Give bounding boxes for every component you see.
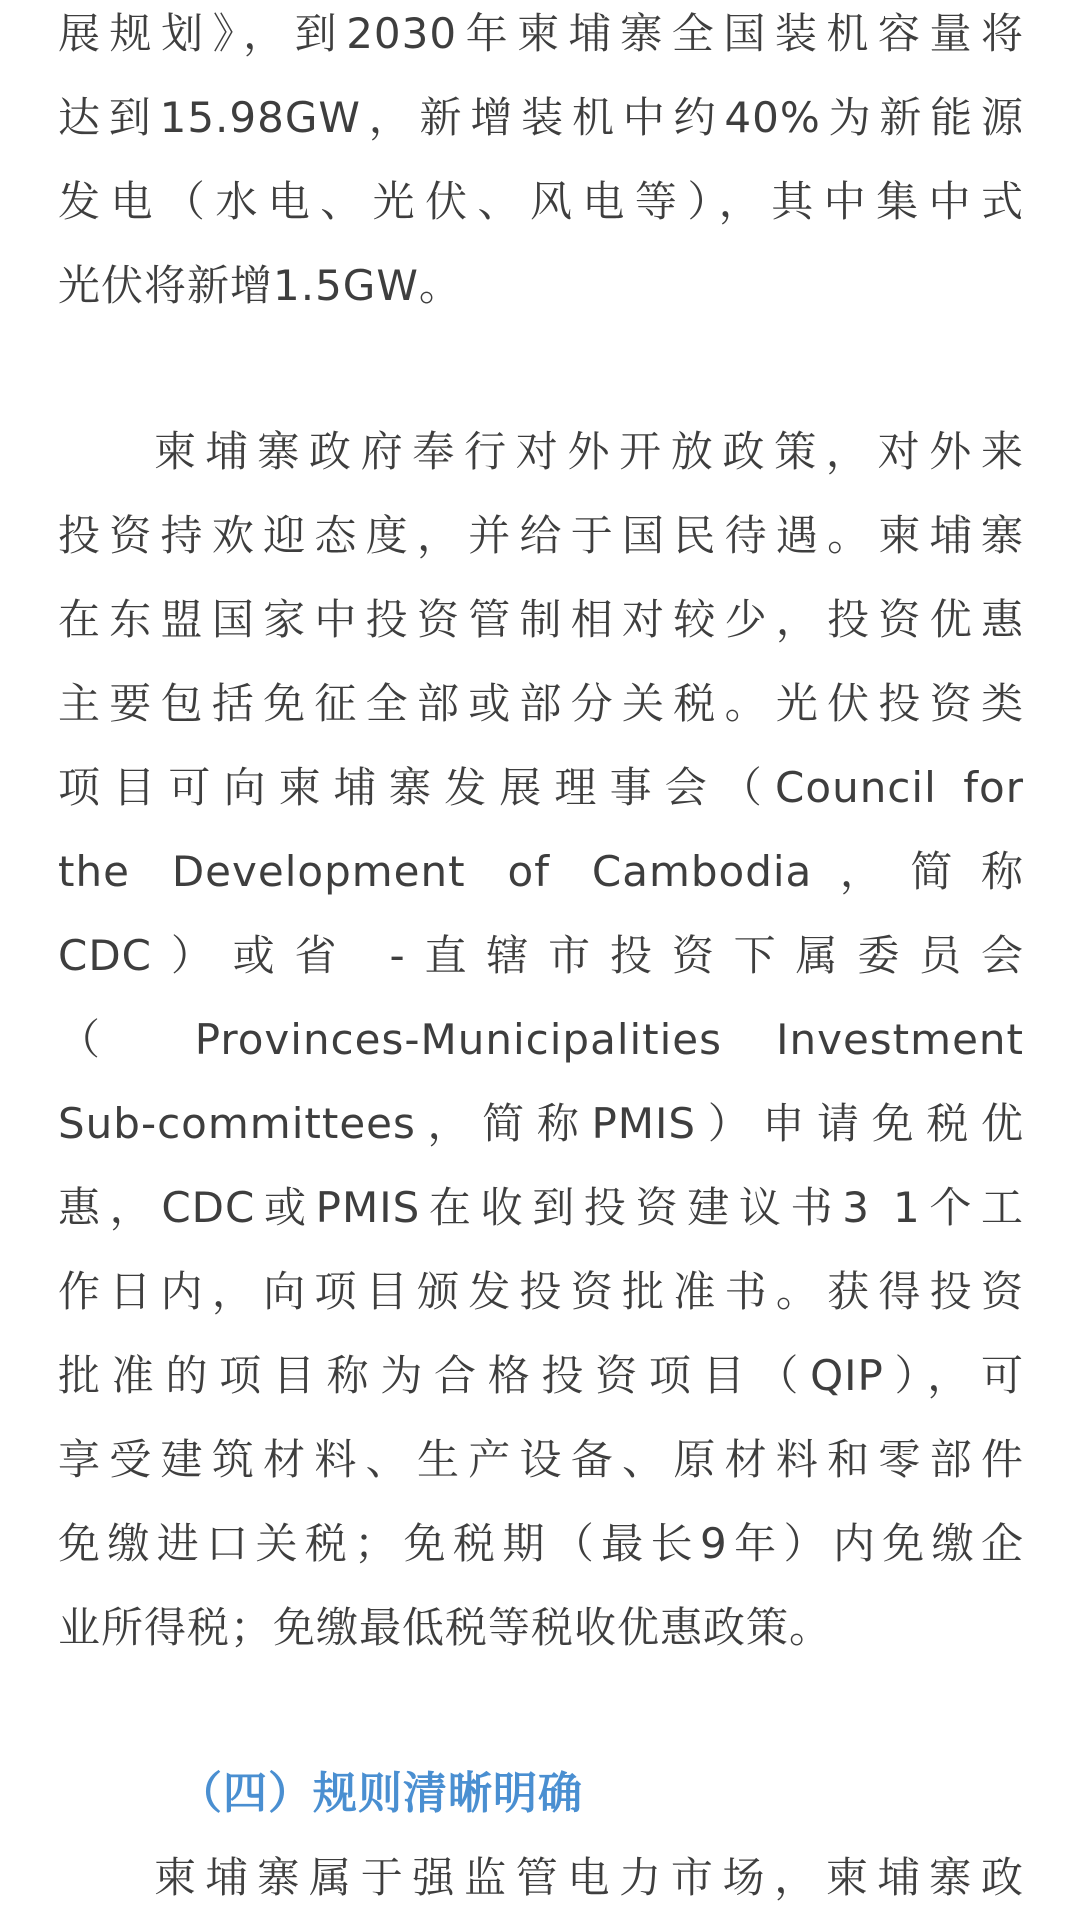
text-line: 作日内，向项目颁发投资批准书。获得投资 (58, 1267, 1024, 1316)
text-line: CDC）或省 -直辖市投资下属委员会 (58, 931, 1024, 980)
text-line: 柬埔寨属于强监管电力市场，柬埔寨政 (154, 1853, 1024, 1902)
text-line: 惠，CDC或PMIS在收到投资建议书3 1个工 (58, 1183, 1024, 1232)
text-line: 光伏将新增1.5GW。 (58, 261, 462, 310)
paragraph-investment-policy (58, 410, 1024, 1670)
text-line: 批准的项目称为合格投资项目（QIP），可 (58, 1351, 1024, 1400)
text-line: 主要包括免征全部或部分关税。光伏投资类 (58, 679, 1024, 728)
text-line: 业所得税；免缴最低税等税收优惠政策。 (58, 1603, 833, 1652)
text-line: 免缴进口关税；免税期（最长9年）内免缴企 (58, 1519, 1024, 1568)
text-line: （ Provinces-Municipalities Investment (58, 1015, 1024, 1064)
text-line: 在东盟国家中投资管制相对较少，投资优惠 (58, 595, 1024, 644)
text-line: the Development of Cambodia，简称 (58, 847, 1024, 896)
paragraph-power-plan (58, 0, 1024, 328)
text-line: 展规划》，到2030年柬埔寨全国装机容量将 (58, 9, 1024, 58)
text-line: 发电（水电、光伏、风电等），其中集中式 (58, 177, 1024, 226)
paragraph-regulation (58, 1836, 1024, 1920)
text-line: 投资持欢迎态度，并给于国民待遇。柬埔寨 (58, 511, 1024, 560)
text-line: Sub-committees，简称PMIS）申请免税优 (58, 1099, 1024, 1148)
text-line: 柬埔寨政府奉行对外开放政策，对外来 (154, 427, 1024, 476)
section-heading: （四）规则清晰明确 (178, 1768, 583, 1819)
text-line: 享受建筑材料、生产设备、原材料和零部件 (58, 1435, 1024, 1484)
text-line: 项目可向柬埔寨发展理事会（Council for (58, 763, 1024, 812)
text-line: 达到15.98GW，新增装机中约40%为新能源 (58, 93, 1024, 142)
